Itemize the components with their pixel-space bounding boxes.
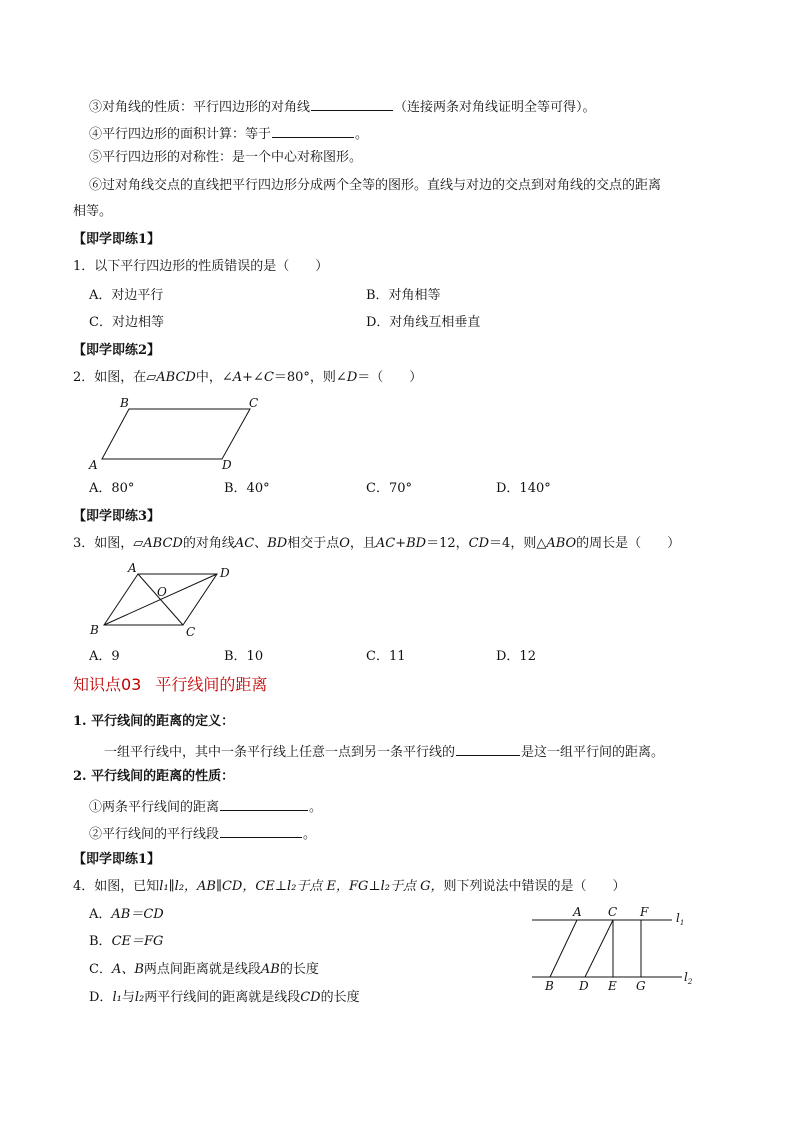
q4-option-d[interactable]: D．l₁与l₂两平行线间的距离就是线段CD的长度 <box>89 990 360 1005</box>
q3-option-d[interactable]: D．12 <box>496 649 536 664</box>
label-l2: $l_2$ <box>684 970 693 986</box>
property-line-through-center-cont: 相等。 <box>73 204 113 219</box>
label-c: C <box>186 625 196 639</box>
definition-heading: 1. 平行线间的距离的定义： <box>73 714 235 729</box>
label-f: F <box>640 905 649 919</box>
practice-tag-2: 【即学即练2】 <box>73 343 161 358</box>
property-area: ④平行四边形的面积计算：等于 。 <box>89 123 368 144</box>
label-c: C <box>249 396 259 410</box>
section-number: 知识点03 <box>73 675 142 694</box>
distance-property-1: ①两条平行线间的距离 。 <box>89 796 322 817</box>
label-d: D <box>579 979 589 993</box>
q4-option-a[interactable]: A．AB＝CD <box>89 907 164 922</box>
definition-body: 一组平行线中，其中一条平行线上任意一点到另一条平行线的 是这一组平行间的距离。 <box>104 741 664 762</box>
q4-option-b[interactable]: B．CE＝FG <box>89 934 164 949</box>
question-2-stem: 2．如图，在▱ABCD中，∠A+∠C＝80°，则∠D＝（ ） <box>73 370 423 385</box>
question-4-stem: 4．如图，已知l₁∥l₂，AB∥CD，CE⊥l₂于点 E，FG⊥l₂于点 G，则下列说法中错误的是（ ） <box>73 879 626 894</box>
label-o: O <box>157 585 167 599</box>
distance-property-2: ②平行线间的平行线段 。 <box>89 823 316 844</box>
q3-option-b[interactable]: B．10 <box>224 649 264 664</box>
q2-option-b[interactable]: B．40° <box>224 481 270 496</box>
section-name: 平行线间的距离 <box>155 675 268 694</box>
practice-tag-3: 【即学即练3】 <box>73 509 161 524</box>
q1-option-d[interactable]: D．对角线互相垂直 <box>366 315 481 330</box>
q1-option-b[interactable]: B．对角相等 <box>366 288 441 303</box>
label-b: B <box>90 623 99 637</box>
label-a: A <box>128 561 137 575</box>
q3-option-a[interactable]: A．9 <box>89 649 120 664</box>
practice-tag-4: 【即学即练1】 <box>73 852 161 867</box>
label-d: D <box>222 458 232 472</box>
label-b: B <box>545 979 554 993</box>
label-a: A <box>89 458 98 472</box>
practice-tag: 【即学即练1】 <box>73 232 161 247</box>
label-e: E <box>608 979 617 993</box>
q1-option-a[interactable]: A．对边平行 <box>89 288 164 303</box>
q2-option-a[interactable]: A．80° <box>89 481 135 496</box>
label-a: A <box>573 905 582 919</box>
property-symmetry: ⑤平行四边形的对称性：是一个中心对称图形。 <box>89 150 363 165</box>
property-heading: 2. 平行线间的距离的性质： <box>73 769 235 784</box>
label-d: D <box>220 566 230 580</box>
q1-option-c[interactable]: C．对边相等 <box>89 315 164 330</box>
question-1-stem: 1．以下平行四边形的性质错误的是（ ） <box>73 259 329 274</box>
label-b: B <box>120 396 129 410</box>
question-3-stem: 3．如图，▱ABCD的对角线AC、BD相交于点O，且AC+BD＝12，CD＝4，则△ABO的周长是（ ） <box>73 536 681 551</box>
q2-option-c[interactable]: C．70° <box>366 481 412 496</box>
property-diagonal: ③对角线的性质：平行四边形的对角线 （连接两条对角线证明全等可得）。 <box>89 96 596 117</box>
label-l1: $l_1$ <box>676 911 685 927</box>
q4-option-c[interactable]: C．A、B两点间距离就是线段AB的长度 <box>89 962 319 977</box>
property-line-through-center: ⑥过对角线交点的直线把平行四边形分成两个全等的图形。直线与对边的交点到对角线的交点的距离 <box>89 178 662 193</box>
q2-option-d[interactable]: D．140° <box>496 481 551 496</box>
label-c: C <box>608 905 618 919</box>
q3-option-c[interactable]: C．11 <box>366 649 406 664</box>
label-g: G <box>636 979 646 993</box>
